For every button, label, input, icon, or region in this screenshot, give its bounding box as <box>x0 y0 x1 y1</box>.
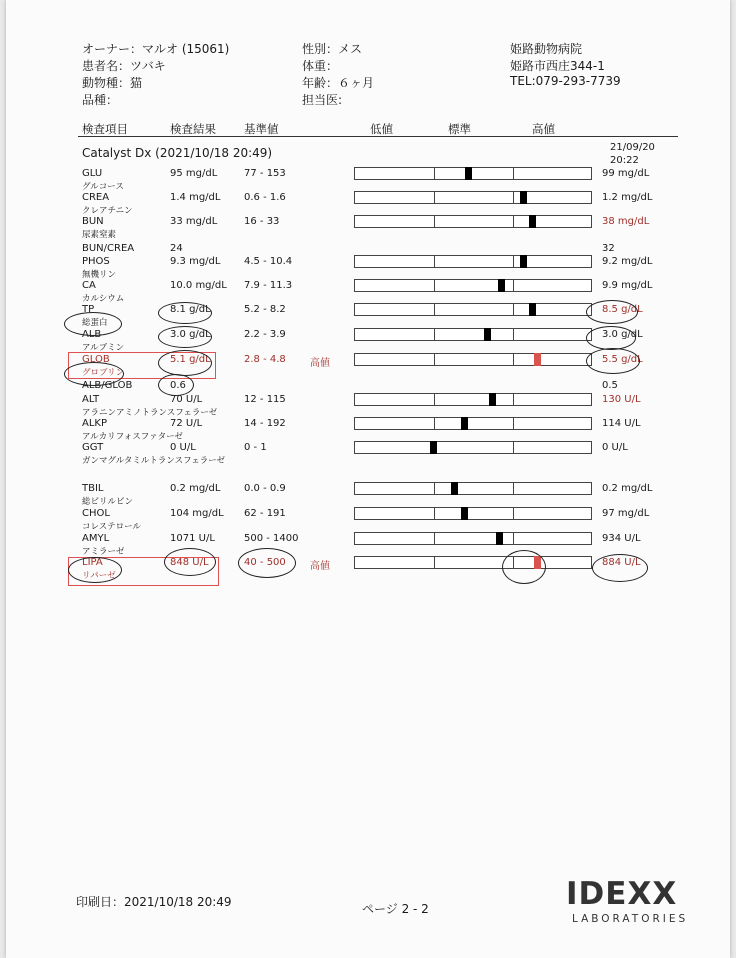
print-date: 印刷日：2021/10/18 20:49 <box>76 895 232 909</box>
row-reference: 14 - 192 <box>244 418 286 429</box>
range-tick <box>434 533 435 544</box>
owner-label: オーナー：マルオ (15061) <box>82 42 230 56</box>
range-marker <box>461 417 468 430</box>
annotation-circle-glob-jp <box>64 362 124 386</box>
range-marker <box>496 532 503 545</box>
row-item-jp: グロブリン <box>82 368 125 378</box>
prev-time: 20:22 <box>610 155 639 166</box>
row-reference: 0.0 - 0.9 <box>244 483 286 494</box>
row-item-jp: アミラーゼ <box>82 547 125 557</box>
prev-date: 21/09/20 <box>610 142 655 153</box>
range-tick <box>513 483 514 494</box>
range-tick <box>434 557 435 568</box>
range-bar <box>354 167 592 180</box>
annotation-circle-alb <box>158 326 212 348</box>
annotation-circle-alb-prev <box>586 326 636 350</box>
row-item-jp: 総蛋白 <box>82 318 108 328</box>
row-result: 24 <box>170 243 183 254</box>
breed-label: 品種： <box>82 93 119 107</box>
row-item-jp: コレステロール <box>82 522 141 532</box>
hospital-name: 姫路動物病院 <box>510 42 583 56</box>
range-tick <box>434 354 435 365</box>
row-reference: 0.6 - 1.6 <box>244 192 286 203</box>
range-tick <box>434 168 435 179</box>
annotation-circle-lipa <box>164 548 216 576</box>
row-item-jp: 尿素窒素 <box>82 230 117 240</box>
row-item-name: ALB/GLOB <box>82 380 133 391</box>
row-result: 3.0 g/dL <box>170 329 211 340</box>
age-label: 年齢：６ヶ月 <box>302 76 375 90</box>
range-marker <box>520 191 527 204</box>
annotation-circle-lipa-prev <box>592 554 648 582</box>
row-previous: 32 <box>602 243 615 254</box>
range-bar <box>354 441 592 454</box>
row-previous: 884 U/L <box>602 557 641 568</box>
row-item-jp: アルブミン <box>82 343 125 353</box>
row-reference: 7.9 - 11.3 <box>244 280 293 291</box>
annotation-circle-lipa-jp <box>68 557 122 583</box>
range-marker <box>529 303 536 316</box>
range-tick <box>513 533 514 544</box>
row-previous: 9.2 mg/dL <box>602 256 653 267</box>
annotation-circle-glob-prev <box>586 348 640 374</box>
row-result: 1071 U/L <box>170 533 215 544</box>
row-item-name: AMYL <box>82 533 110 544</box>
row-item-jp: 無機リン <box>82 270 117 280</box>
col-standard: 標準 <box>448 122 471 136</box>
row-result: 0.6 <box>170 380 186 391</box>
range-tick <box>434 216 435 227</box>
col-low: 低値 <box>370 122 393 136</box>
range-bar <box>354 393 592 406</box>
range-tick <box>434 256 435 267</box>
row-previous: 38 mg/dL <box>602 216 650 227</box>
idexx-logo: IDEXX <box>566 876 678 912</box>
range-marker <box>451 482 458 495</box>
range-tick <box>513 280 514 291</box>
range-tick <box>513 216 514 227</box>
row-reference: 2.2 - 3.9 <box>244 329 286 340</box>
lab-report-page <box>6 0 730 958</box>
header-rule <box>78 136 678 137</box>
row-previous: 1.2 mg/dL <box>602 192 653 203</box>
row-previous: 9.9 mg/dL <box>602 280 653 291</box>
row-previous: 99 mg/dL <box>602 168 650 179</box>
hospital-tel: TEL:079-293-7739 <box>510 74 621 88</box>
row-result: 70 U/L <box>170 394 203 405</box>
row-previous: 934 U/L <box>602 533 641 544</box>
range-bar <box>354 279 592 292</box>
range-tick <box>513 418 514 429</box>
row-item-jp: カルシウム <box>82 294 125 304</box>
row-flag: 高値 <box>310 561 330 572</box>
row-reference: 12 - 115 <box>244 394 286 405</box>
range-bar <box>354 255 592 268</box>
annotation-circle-tp <box>158 302 212 324</box>
range-tick <box>434 508 435 519</box>
page-number: ページ 2 - 2 <box>362 902 429 916</box>
range-marker <box>520 255 527 268</box>
annotation-circle-ag <box>158 374 194 396</box>
range-bar <box>354 303 592 316</box>
row-previous: 0.5 <box>602 380 618 391</box>
row-item-name: GGT <box>82 442 104 453</box>
idexx-logo-sub: LABORATORIES <box>572 913 689 925</box>
row-previous: 114 U/L <box>602 418 641 429</box>
row-previous: 0 U/L <box>602 442 628 453</box>
row-reference: 5.2 - 8.2 <box>244 304 286 315</box>
range-marker <box>529 215 536 228</box>
row-previous: 0.2 mg/dL <box>602 483 653 494</box>
row-reference: 77 - 153 <box>244 168 286 179</box>
row-item-name: TP <box>82 304 95 315</box>
range-tick <box>434 280 435 291</box>
row-item-name: CREA <box>82 192 110 203</box>
section-title: Catalyst Dx (2021/10/18 20:49) <box>82 146 273 160</box>
range-bar <box>354 556 592 569</box>
range-bar <box>354 532 592 545</box>
row-item-name: ALT <box>82 394 100 405</box>
range-tick <box>513 442 514 453</box>
row-reference: 62 - 191 <box>244 508 286 519</box>
sex-label: 性別：メス <box>302 42 363 56</box>
row-reference: 2.8 - 4.8 <box>244 354 286 365</box>
range-tick <box>434 418 435 429</box>
range-bar <box>354 328 592 341</box>
row-item-name: BUN/CREA <box>82 243 135 254</box>
row-previous: 3.0 g/dL <box>602 329 643 340</box>
row-reference: 16 - 33 <box>244 216 280 227</box>
range-tick <box>513 304 514 315</box>
range-bar <box>354 353 592 366</box>
row-result: 5.1 g/dL <box>170 354 211 365</box>
range-tick <box>434 329 435 340</box>
row-item-name: PHOS <box>82 256 110 267</box>
col-result: 検査結果 <box>170 122 216 136</box>
weight-label: 体重： <box>302 59 339 73</box>
row-previous: 97 mg/dL <box>602 508 650 519</box>
range-tick <box>513 329 514 340</box>
row-item-jp: クレアチニン <box>82 206 133 216</box>
range-marker <box>534 353 541 366</box>
row-item-name: ALB <box>82 329 102 340</box>
row-item-name: LIPA <box>82 557 103 568</box>
row-result: 1.4 mg/dL <box>170 192 221 203</box>
row-result: 848 U/L <box>170 557 209 568</box>
row-item-jp: リパーゼ <box>82 571 116 581</box>
col-item: 検査項目 <box>82 122 128 136</box>
annotation-circle-lipa-marker <box>502 550 546 584</box>
row-result: 72 U/L <box>170 418 203 429</box>
range-tick <box>513 394 514 405</box>
range-tick <box>434 483 435 494</box>
row-item-name: ALKP <box>82 418 107 429</box>
row-result: 104 mg/dL <box>170 508 224 519</box>
range-marker <box>498 279 505 292</box>
row-item-name: BUN <box>82 216 104 227</box>
row-item-name: CHOL <box>82 508 110 519</box>
range-marker <box>489 393 496 406</box>
row-item-name: GLOB <box>82 354 110 365</box>
row-item-jp: ガンマグルタミルトランスフェラーゼ <box>82 456 226 466</box>
range-tick <box>513 192 514 203</box>
row-item-name: GLU <box>82 168 103 179</box>
patient-label: 患者名：ツバキ <box>82 59 166 73</box>
range-bar <box>354 417 592 430</box>
range-marker <box>484 328 491 341</box>
range-bar <box>354 507 592 520</box>
row-previous: 5.5 g/dL <box>602 354 643 365</box>
row-reference: 500 - 1400 <box>244 533 299 544</box>
range-tick <box>513 168 514 179</box>
row-previous: 130 U/L <box>602 394 641 405</box>
annotation-circle-tp-prev <box>586 300 638 324</box>
annotation-circle-lipa-ref <box>238 548 296 578</box>
range-tick <box>513 508 514 519</box>
hospital-address: 姫路市西庄344-1 <box>510 59 605 73</box>
col-reference: 基準値 <box>244 122 279 136</box>
row-reference: 40 - 500 <box>244 557 286 568</box>
row-reference: 0 - 1 <box>244 442 267 453</box>
species-label: 動物種：猫 <box>82 76 143 90</box>
range-marker <box>465 167 472 180</box>
row-item-name: TBIL <box>82 483 104 494</box>
row-result: 8.1 g/dL <box>170 304 211 315</box>
row-item-jp: グルコース <box>82 182 124 192</box>
range-tick <box>513 256 514 267</box>
range-bar <box>354 482 592 495</box>
row-previous: 8.5 g/dL <box>602 304 643 315</box>
row-result: 0.2 mg/dL <box>170 483 221 494</box>
range-marker <box>461 507 468 520</box>
col-high: 高値 <box>532 122 555 136</box>
range-bar <box>354 215 592 228</box>
row-item-jp: アラニンアミノトランスフェラーゼ <box>82 408 218 418</box>
row-item-name: CA <box>82 280 96 291</box>
doctor-label: 担当医: <box>302 93 343 107</box>
row-result: 9.3 mg/dL <box>170 256 221 267</box>
row-result: 10.0 mg/dL <box>170 280 227 291</box>
row-flag: 高値 <box>310 358 330 369</box>
row-reference: 4.5 - 10.4 <box>244 256 293 267</box>
range-bar <box>354 191 592 204</box>
range-marker <box>430 441 437 454</box>
row-result: 0 U/L <box>170 442 196 453</box>
annotation-circle-tp-jp <box>64 312 122 336</box>
row-result: 33 mg/dL <box>170 216 218 227</box>
range-tick <box>434 304 435 315</box>
range-tick <box>434 192 435 203</box>
row-result: 95 mg/dL <box>170 168 218 179</box>
row-item-jp: アルカリフォスファターゼ <box>82 432 183 442</box>
row-item-jp: 総ビリルビン <box>82 497 134 507</box>
range-tick <box>513 354 514 365</box>
range-tick <box>434 394 435 405</box>
annotation-circle-glob <box>158 350 212 376</box>
